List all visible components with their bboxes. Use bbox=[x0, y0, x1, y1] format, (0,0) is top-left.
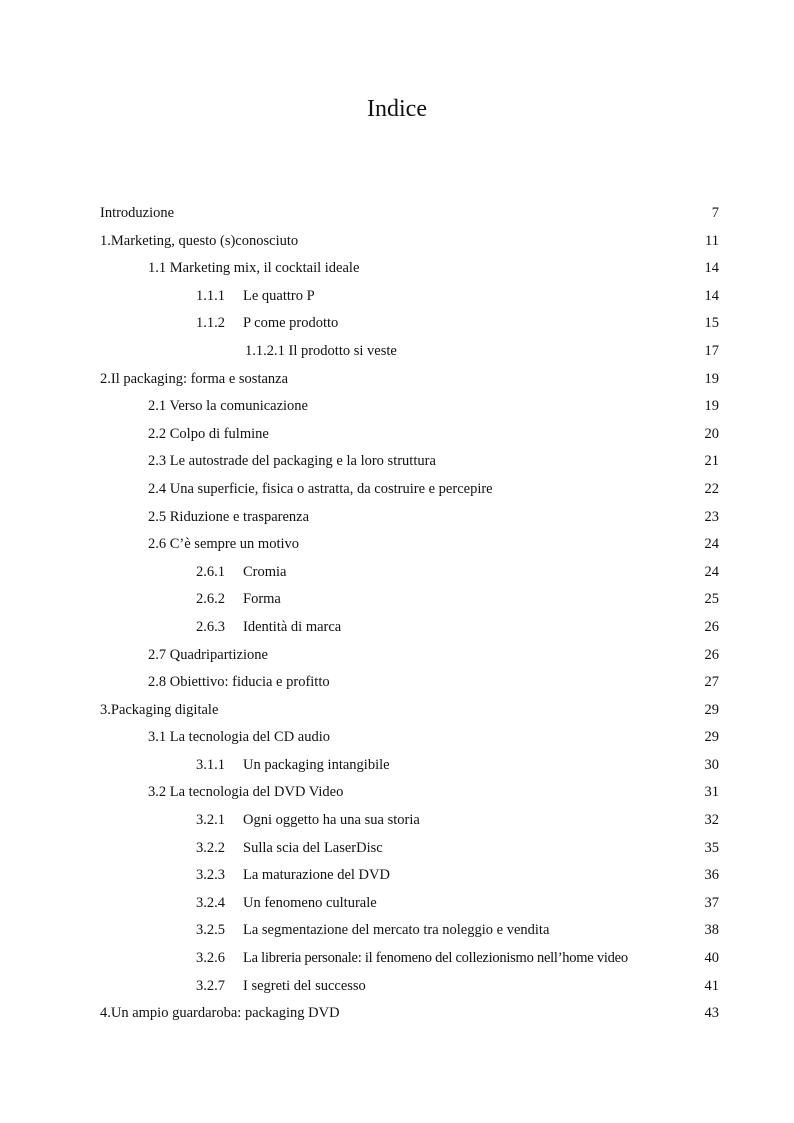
toc-entry-page: 41 bbox=[704, 977, 719, 994]
toc-entry-number: 2.6.1 bbox=[196, 563, 225, 580]
toc-entry-page: 32 bbox=[704, 812, 719, 829]
toc-entry-label: 1.1 Marketing mix, il cocktail ideale bbox=[148, 260, 360, 277]
toc-entry-page: 24 bbox=[704, 536, 719, 553]
toc-entry[interactable] bbox=[100, 779, 719, 807]
toc-entry-label: La segmentazione del mercato tra noleggio e vendita bbox=[243, 922, 550, 939]
toc-entry-page: 29 bbox=[704, 729, 719, 746]
toc-entry-number: 3.2.5 bbox=[196, 922, 225, 939]
toc-entry[interactable] bbox=[100, 586, 719, 614]
toc-entry[interactable] bbox=[100, 1000, 719, 1028]
toc-entry-number: 3.1.1 bbox=[196, 756, 225, 773]
toc-entry-label: Cromia bbox=[243, 563, 287, 580]
toc-entry-page: 11 bbox=[705, 232, 719, 249]
toc-entry[interactable] bbox=[100, 200, 719, 228]
toc-entry-label: Ogni oggetto ha una sua storia bbox=[243, 812, 420, 829]
toc-entry-page: 43 bbox=[704, 1005, 719, 1022]
toc-entry-label: 1.1.2.1 Il prodotto si veste bbox=[245, 342, 397, 359]
toc-entry[interactable] bbox=[100, 255, 719, 283]
toc-entry-label: Introduzione bbox=[100, 205, 175, 221]
toc-entry-page: 15 bbox=[704, 315, 719, 332]
toc-entry-number: 3.2.1 bbox=[196, 812, 225, 829]
toc-entry[interactable] bbox=[100, 642, 719, 670]
toc-entry-page: 27 bbox=[704, 674, 719, 691]
toc-entry-label: 2.7 Quadripartizione bbox=[148, 646, 268, 663]
toc-entry-page: 7 bbox=[711, 205, 719, 221]
toc-entry[interactable] bbox=[100, 807, 719, 835]
toc-entry-label: Identità di marca bbox=[243, 618, 342, 635]
toc-entry[interactable] bbox=[100, 228, 719, 256]
toc-entry-page: 40 bbox=[704, 950, 719, 967]
toc-entry-label: 4.Un ampio guardaroba: packaging DVD bbox=[100, 1005, 340, 1022]
toc-entry[interactable] bbox=[100, 448, 719, 476]
toc-entry-page: 35 bbox=[704, 839, 719, 856]
toc-entry[interactable] bbox=[100, 421, 719, 449]
toc-entry-page: 19 bbox=[704, 370, 719, 387]
toc-entry[interactable] bbox=[100, 366, 719, 394]
toc-entry[interactable] bbox=[100, 862, 719, 890]
toc-entry[interactable] bbox=[100, 614, 719, 642]
toc-entry-label: I segreti del successo bbox=[243, 977, 366, 994]
toc-entry-page: 30 bbox=[704, 756, 719, 773]
toc-entry-page: 14 bbox=[704, 287, 719, 304]
toc-entry[interactable] bbox=[100, 890, 719, 918]
toc-entry[interactable] bbox=[100, 531, 719, 559]
toc-entry-page: 38 bbox=[704, 922, 719, 939]
toc-entry[interactable] bbox=[100, 835, 719, 863]
toc-entry-page: 36 bbox=[704, 867, 719, 884]
toc-entry-label: La maturazione del DVD bbox=[243, 867, 390, 884]
table-of-contents bbox=[100, 200, 719, 1028]
toc-entry[interactable] bbox=[100, 917, 719, 945]
toc-entry-label: 2.1 Verso la comunicazione bbox=[148, 398, 308, 415]
toc-entry[interactable] bbox=[100, 338, 719, 366]
toc-entry-page: 19 bbox=[704, 398, 719, 415]
toc-entry-label: 2.2 Colpo di fulmine bbox=[148, 425, 269, 442]
toc-entry-page: 26 bbox=[704, 646, 719, 663]
toc-entry[interactable] bbox=[100, 310, 719, 338]
toc-entry-label: 2.5 Riduzione e trasparenza bbox=[148, 508, 310, 525]
toc-entry-page: 24 bbox=[704, 563, 719, 580]
toc-entry-label: Le quattro P bbox=[243, 287, 315, 304]
toc-entry-page: 23 bbox=[704, 508, 719, 525]
toc-entry-label: 2.3 Le autostrade del packaging e la loro struttura bbox=[148, 453, 436, 470]
toc-entry-page: 26 bbox=[704, 618, 719, 635]
toc-entry-page: 37 bbox=[704, 894, 719, 911]
toc-entry-page: 31 bbox=[704, 784, 719, 801]
toc-entry-number: 2.6.2 bbox=[196, 591, 225, 608]
toc-entry-number: 3.2.2 bbox=[196, 839, 225, 856]
toc-entry[interactable] bbox=[100, 945, 719, 973]
toc-entry-page: 14 bbox=[704, 260, 719, 277]
toc-entry-page: 17 bbox=[704, 342, 719, 359]
toc-entry-number: 2.6.3 bbox=[196, 618, 225, 635]
toc-entry-label: P come prodotto bbox=[243, 315, 339, 332]
toc-entry-label: 2.8 Obiettivo: fiducia e profitto bbox=[148, 674, 330, 691]
toc-entry-label: 2.4 Una superficie, fisica o astratta, da costruire e percepire bbox=[148, 480, 493, 497]
toc-entry-number: 1.1.2 bbox=[196, 315, 225, 332]
toc-entry[interactable] bbox=[100, 669, 719, 697]
toc-entry-label: 1.Marketing, questo (s)conosciuto bbox=[100, 232, 299, 249]
toc-entry-label: 3.1 La tecnologia del CD audio bbox=[148, 729, 331, 746]
toc-entry[interactable] bbox=[100, 697, 719, 725]
toc-entry-page: 21 bbox=[704, 453, 719, 470]
toc-entry[interactable] bbox=[100, 752, 719, 780]
toc-entry-number: 3.2.4 bbox=[196, 894, 225, 911]
toc-entry[interactable] bbox=[100, 973, 719, 1001]
toc-entry-label: Sulla scia del LaserDisc bbox=[243, 839, 383, 856]
toc-entry-label: 2.6 C’è sempre un motivo bbox=[148, 536, 300, 553]
toc-entry-label: Un packaging intangibile bbox=[243, 756, 390, 773]
toc-entry-number: 3.2.3 bbox=[196, 867, 225, 884]
toc-entry-label: 3.2 La tecnologia del DVD Video bbox=[148, 784, 344, 801]
toc-entry-label: La libreria personale: il fenomeno del collezionismo nell’home video bbox=[243, 950, 628, 967]
toc-entry[interactable] bbox=[100, 504, 719, 532]
toc-entry-page: 20 bbox=[704, 425, 719, 442]
page-title: Indice bbox=[367, 96, 427, 122]
toc-entry-page: 25 bbox=[704, 591, 719, 608]
toc-entry[interactable] bbox=[100, 724, 719, 752]
toc-entry-label: Forma bbox=[243, 591, 281, 608]
toc-entry-label: Un fenomeno culturale bbox=[243, 894, 377, 911]
toc-entry-label: 2.Il packaging: forma e sostanza bbox=[100, 370, 289, 387]
toc-entry[interactable] bbox=[100, 393, 719, 421]
toc-entry-number: 3.2.7 bbox=[196, 977, 225, 994]
toc-entry[interactable] bbox=[100, 559, 719, 587]
toc-entry[interactable] bbox=[100, 283, 719, 311]
toc-entry-number: 1.1.1 bbox=[196, 287, 225, 304]
toc-entry-page: 29 bbox=[704, 701, 719, 718]
toc-entry-number: 3.2.6 bbox=[196, 950, 225, 967]
toc-entry[interactable] bbox=[100, 476, 719, 504]
toc-entry-label: 3.Packaging digitale bbox=[100, 701, 219, 718]
toc-entry-page: 22 bbox=[704, 480, 719, 497]
